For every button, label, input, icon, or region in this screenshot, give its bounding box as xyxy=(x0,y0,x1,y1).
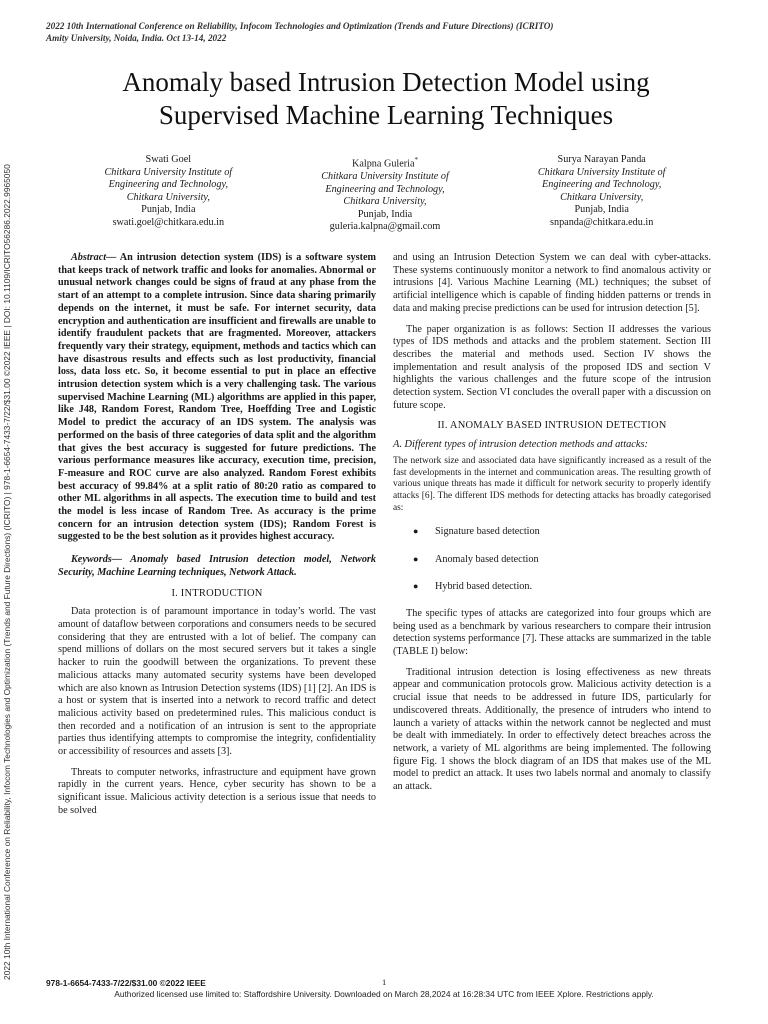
paragraph-gap xyxy=(393,659,711,667)
list-item xyxy=(413,553,711,567)
right-paragraph-3: The specific types of attacks are categorized into four groups which are being used as a benchmark by various researchers to compare their intrusion detection systems performance [7]. These attacks are summarized in the table (TABLE I) below: xyxy=(393,607,711,658)
conference-header xyxy=(46,20,726,44)
bullet-icon: ● xyxy=(413,581,419,592)
left-column xyxy=(58,252,376,818)
right-column xyxy=(393,252,711,794)
license-notice: Authorized licensed use limited to: Staffordshire University. Downloaded on March 28,2024 at 16:28:34 UTC from IEEE Xplore. Restrictions apply. xyxy=(114,989,654,999)
author-affiliation: Chitkara University, xyxy=(126,191,210,203)
page-number: 1 xyxy=(382,978,387,987)
author-email[interactable]: guleria.kalpna@gmail.com xyxy=(329,221,441,233)
list-item-label: Signature based detection xyxy=(435,525,540,537)
subsection-a-paragraph: The network size and associated data have significantly increased as a result of the fast developments in the internet and communication areas. The resulting growth of various unique threats has made it difficult for network security to properly identify attacks [6]. The different IDS methods for detecting attacks has broadly categorised as: xyxy=(393,455,711,514)
abstract-text: An intrusion detection system (IDS) is a software system that keeps track of network traffic and looks for anomalies. Abnormal or unusual network changes could be signs of fraud at any phase from the start of an attempt to a complete intrusion. Since data sharing primarily depends on the internet, it must be safe. For internet security, data encryption and authentication are insufficient and firewalls are unable to identify fraudulent packets that are fragmented. Moreover, attackers frequently vary their strategy, equipment, methods and tactics which can have disastrous results and effects such as lost productivity, financial loss, data loss etc. So, it become essential to put in place an effective intrusion detection system which is a very challenging task. The various supervised Machine Learning (ML) algorithms are applied in this paper, like J48, Random Forest, Random Tree, Hoeffding Tree and Logistic Model to predict the accuracy of an IDS system. The analysis was performed on the basis of three categories of data split and the algorithm that gives the best accuracy is suggested for future predictions. The various performance measures like accuracy, execution time, precision, F-measure and ROC curve are also analyzed. Random Forest exhibits best accuracy of 99.84% at a split ratio of 80:20 ratio as compared to other ML algorithms in all aspects. The execution time to build and test the model is less incase of Random Tree. As accuracy is the prime concern for an intrusion detection system (IDS); Random Forest is suggested to be the best solution as it provides highest accuracy. xyxy=(58,252,376,543)
author-affiliation: Chitkara University Institute of xyxy=(537,166,666,178)
right-paragraph-1: and using an Intrusion Detection System we can deal with cyber-attacks. These systems continuously monitor a network to find anomalous activity or intrusions [4]. Various Machine Learning (ML) techniques; the subset of artificial intelligence which is capable of finding hidden patterns or trends in data and making precise predictions can be used for intrusion detection [5]. xyxy=(393,252,711,314)
author-email[interactable]: snpanda@chitkara.edu.in xyxy=(550,216,654,228)
paper-title xyxy=(40,66,732,132)
conference-venue: Amity University, Noida, India. Oct 13-14, 2022 xyxy=(46,33,227,43)
author-3 xyxy=(493,154,710,234)
intro-paragraph-1: Data protection is of paramount importance in today’s world. The vast amount of dataflow between corporations and consumers needs to be secured considering that they are entrusted with a lot of belief. The company can spend millions of dollars on the most secured servers but it takes a single hacker to ruin the goodwill between the organizations. To prevent these malicious attacks many automated security systems have been developed which are also known as Intrusion Detection systems (IDS) [1] [2]. An IDS is a host or system that is inserted into a network to record traffic and detect malicious activity based on predetermined rules. This malicious conduct is then recorded and a notification of an intrusion is sent to the appropriate parties thus identifying attempts to compromise the integrity, confidentiality or accessibility of resources and assets [3]. xyxy=(58,606,376,758)
author-name: Swati Goel xyxy=(145,154,192,165)
section-heading-introduction: I. INTRODUCTION xyxy=(171,587,263,599)
list-item-label: Hybrid based detection. xyxy=(435,581,533,593)
author-name-row xyxy=(277,154,494,171)
list-item xyxy=(413,525,711,539)
subsection-heading-a: A. Different types of intrusion detection methods and attacks: xyxy=(393,439,649,451)
bullet-icon: ● xyxy=(413,525,419,536)
side-margin-doi: 2022 10th International Conference on Reliability, Infocom Technologies and Optimization (Trends and Future Directions) (ICRITO) | 978-1-6654-7433-7/22/$31.00 ©2022 IEEE | DOI: 10.1109/ICRITO56286.2022.9965050 xyxy=(2,164,12,980)
footer-isbn: 978-1-6654-7433-7/22/$31.00 ©2022 IEEE xyxy=(46,978,206,988)
ids-method-list xyxy=(393,525,711,594)
conference-title: 2022 10th International Conference on Reliability, Infocom Technologies and Optimization (Trends and Future Directions) (ICRITO) xyxy=(46,21,554,31)
list-item xyxy=(413,580,711,594)
author-1 xyxy=(60,154,277,234)
keywords: Keywords— Anomaly based Intrusion detection model, Network Security, Machine Learning techniques, Network Attack. xyxy=(58,554,376,578)
author-affiliation: Chitkara University Institute of xyxy=(104,166,233,178)
author-affiliation: Chitkara University, xyxy=(343,196,427,208)
author-affiliation: Chitkara University Institute of xyxy=(321,170,449,182)
paragraph-gap xyxy=(58,759,376,767)
bullet-icon: ● xyxy=(413,553,419,564)
author-location: Punjab, India xyxy=(141,204,196,216)
section-heading-anomaly: II. ANOMALY BASED INTRUSION DETECTION xyxy=(437,420,667,432)
intro-paragraph-2: Threats to computer networks, infrastructure and equipment have grown rapidly in the current years. Hence, cyber security has shown to be a significant issue. Malicious activity detection is a serious issue that needs to be solved xyxy=(58,766,376,816)
author-affiliation: Chitkara University, xyxy=(560,191,644,203)
author-2 xyxy=(277,154,494,234)
author-name: Surya Narayan Panda xyxy=(557,154,646,165)
author-location: Punjab, India xyxy=(574,204,629,216)
paper-title-line2: Supervised Machine Learning Techniques xyxy=(158,100,614,130)
author-location: Punjab, India xyxy=(357,208,413,220)
list-item-label: Anomaly based detection xyxy=(435,553,539,565)
author-affiliation: Engineering and Technology, xyxy=(542,179,662,191)
right-paragraph-2: The paper organization is as follows: Section II addresses the various types of IDS methods and attacks and the problem statement. Section III describes the material and methods used. Section IV shows the implementation and result analysis of the proposed IDS and section V highlights the various challenges and the future scope of the intrusion detection system. Section VI concludes the overall paper with a discussion on future scope. xyxy=(393,323,711,411)
paragraph-gap xyxy=(393,316,711,324)
author-name: Kalpna Guleria xyxy=(352,158,415,170)
author-email[interactable]: swati.goel@chitkara.edu.in xyxy=(112,216,225,228)
author-affiliation: Engineering and Technology, xyxy=(108,179,228,191)
right-paragraph-4: Traditional intrusion detection is losing effectiveness as new threats appear and communication protocols grow. Malicious activity detection is a crucial issue that needs to be addressed in future IDS, particularly for undiscovered threats. Additionally, the presence of intruders who intend to launch a variety of attacks within the network cannot be neglected and must be dealt with immediately. In order to effectively detect breaches across the network, a variety of ML algorithms are being implemented. The following figure Fig. 1 shows the block diagram of an IDS that makes use of the ML model to predict an attack. It uses two labels normal and anomaly to classify an attack. xyxy=(393,666,711,793)
abstract xyxy=(58,252,376,544)
corresponding-mark: * xyxy=(414,156,419,164)
paper-title-line1: Anomaly based Intrusion Detection Model using xyxy=(122,67,650,97)
abstract-lead: Abstract— xyxy=(71,252,117,263)
author-affiliation: Engineering and Technology, xyxy=(325,183,445,195)
author-block xyxy=(60,154,710,234)
